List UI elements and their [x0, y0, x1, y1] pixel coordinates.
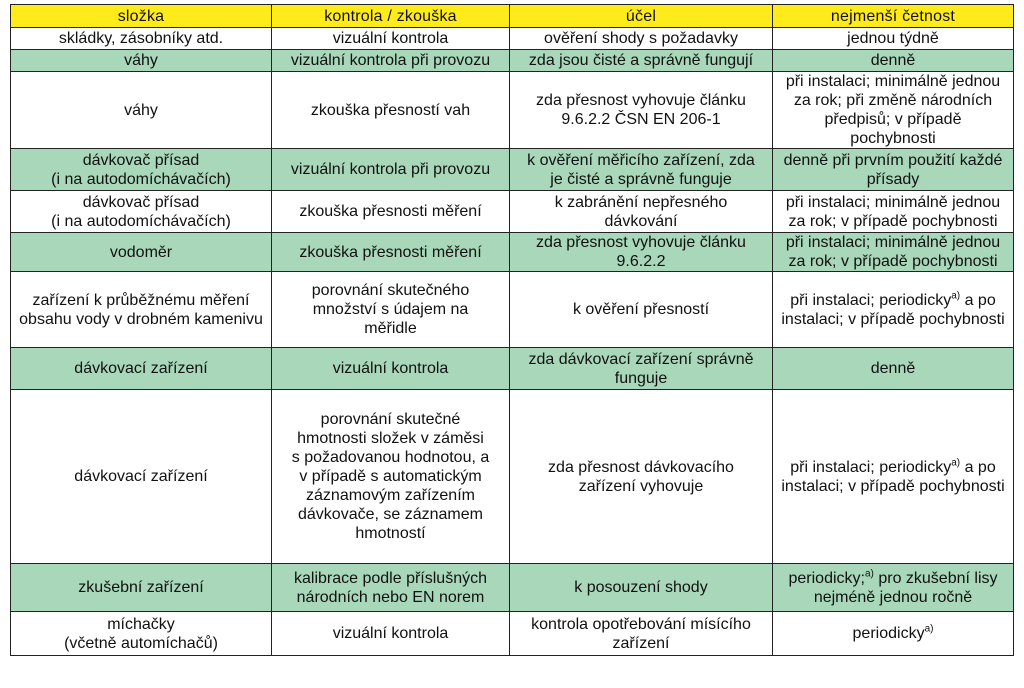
cell-line: zkušební zařízení: [78, 579, 204, 596]
cell-line: národních nebo EN norem: [296, 588, 485, 606]
cell-line: vizuální kontrola při provozu: [290, 52, 491, 69]
check-test-cell: [272, 72, 510, 149]
cell-line: při instalaci; minimálně jednou: [785, 234, 1001, 251]
header-component: složka: [11, 5, 272, 28]
cell-line: záznamovým zařízením: [306, 487, 475, 504]
check-test-cell: [272, 348, 510, 390]
cell-line: nejméně jednou ročně: [813, 588, 973, 606]
frequency-cell: [773, 272, 1014, 348]
cell-line: přísady: [866, 170, 920, 188]
cell-line: dávkovač přísad: [82, 151, 200, 169]
purpose-cell: [510, 149, 773, 191]
cell-line: s požadovanou hodnotou, a: [291, 449, 490, 466]
cell-line: váhy: [124, 52, 158, 69]
component-cell: [11, 564, 272, 612]
purpose-cell: [510, 612, 773, 656]
cell-line: zařízení vyhovuje: [578, 477, 704, 495]
table-row: [11, 612, 1014, 656]
header-row: [11, 5, 1014, 28]
cell-line: váhy: [124, 101, 158, 119]
cell-line: zda dávkovací zařízení správně: [528, 350, 754, 368]
cell-line: zkouška přesnosti měření: [299, 203, 482, 220]
component-cell: [11, 348, 272, 390]
cell-line: při instalaci; periodicky$^{a)}$ a po: [790, 457, 996, 476]
cell-line: za rok; v případě pochybnosti: [788, 253, 998, 270]
cell-line: skládky, zásobníky atd.: [58, 30, 224, 47]
cell-line: porovnání skutečné: [320, 411, 461, 428]
cell-line: předpisů; v případě pochybnosti: [824, 111, 962, 147]
cell-line: k ověření přesností: [572, 301, 710, 318]
component-cell: [11, 149, 272, 191]
cell-line: zda jsou čisté a správně fungují: [528, 52, 754, 69]
cell-line: (i na autodomíchávačích): [51, 212, 231, 230]
frequency-cell: [773, 191, 1014, 233]
table-body: [11, 28, 1014, 656]
frequency-cell: [773, 28, 1014, 50]
footnote-marker: a): [951, 290, 961, 302]
check-test-cell: [272, 233, 510, 272]
purpose-cell: [510, 233, 773, 272]
cell-line: dávkování: [604, 212, 678, 230]
cell-line: 9.6.2.2 ČSN EN 206-1: [561, 111, 721, 128]
check-test-cell: [272, 50, 510, 72]
frequency-cell: [773, 50, 1014, 72]
cell-line: dávkovací zařízení: [74, 360, 208, 377]
cell-line: (včetně automíchačů): [64, 634, 218, 652]
cell-line: porovnání skutečného: [311, 282, 470, 299]
cell-line: při instalaci; minimálně jednou: [785, 193, 1001, 211]
frequency-cell: [773, 564, 1014, 612]
cell-line: obsahu vody v drobném kamenivu: [19, 310, 263, 328]
frequency-cell: [773, 348, 1014, 390]
purpose-cell: [510, 348, 773, 390]
check-test-cell: [272, 191, 510, 233]
cell-line: je čisté a správně funguje: [550, 170, 732, 188]
cell-line: denně: [870, 360, 916, 377]
cell-line: dávkovač přísad: [82, 193, 200, 211]
component-cell: [11, 50, 272, 72]
cell-line: zda přesnost dávkovacího: [548, 458, 734, 476]
cell-line: hmotností: [355, 525, 426, 542]
cell-line: míchačky: [107, 615, 175, 633]
table-row: [11, 233, 1014, 272]
cell-line: k zabránění nepřesného: [554, 193, 728, 211]
cell-line: dávkovače, se záznamem: [298, 506, 483, 523]
cell-line: periodicky;$^{a)}$ pro zkušební lisy: [788, 568, 998, 587]
table-row: [11, 348, 1014, 390]
cell-line: za rok; při změně národních: [793, 92, 993, 109]
header-check-test: kontrola / zkouška: [272, 5, 510, 28]
cell-line: při instalaci; minimálně jednou: [785, 73, 1001, 90]
inspection-table: [10, 4, 1014, 656]
cell-line: funguje: [614, 369, 668, 387]
table-row: [11, 272, 1014, 348]
purpose-cell: [510, 72, 773, 149]
component-cell: [11, 272, 272, 348]
cell-line: vizuální kontrola: [332, 30, 449, 47]
cell-line: za rok; v případě pochybnosti: [788, 212, 998, 230]
cell-line: při instalaci; periodicky$^{a)}$ a po: [790, 290, 996, 309]
purpose-cell: [510, 272, 773, 348]
check-test-cell: [272, 390, 510, 564]
table-row: [11, 564, 1014, 612]
cell-line: 9.6.2.2: [616, 253, 666, 270]
cell-line: jednou týdně: [847, 30, 939, 47]
cell-line: vizuální kontrola při provozu: [290, 161, 491, 178]
table-row: [11, 191, 1014, 233]
footnote-marker: a): [864, 568, 874, 580]
check-test-cell: [272, 28, 510, 50]
frequency-cell: [773, 149, 1014, 191]
component-cell: [11, 233, 272, 272]
cell-line: zda přesnost vyhovuje článku: [536, 234, 746, 251]
check-test-cell: [272, 272, 510, 348]
cell-line: ověření shody s požadavky: [544, 30, 738, 47]
cell-line: instalaci; v případě pochybnosti: [781, 310, 1005, 328]
cell-line: denně: [870, 52, 916, 69]
cell-line: zkouška přesností vah: [310, 101, 471, 119]
cell-line: dávkovací zařízení: [74, 468, 208, 485]
purpose-cell: [510, 28, 773, 50]
component-cell: [11, 72, 272, 149]
cell-line: množství s údajem na: [312, 301, 469, 318]
table-row: [11, 50, 1014, 72]
purpose-cell: [510, 191, 773, 233]
cell-line: kalibrace podle příslušných: [294, 569, 487, 587]
cell-line: (i na autodomíchávačích): [51, 170, 231, 188]
purpose-cell: [510, 564, 773, 612]
check-test-cell: [272, 612, 510, 656]
frequency-cell: [773, 72, 1014, 149]
component-cell: [11, 191, 272, 233]
purpose-cell: [510, 390, 773, 564]
cell-line: k ověření měřicího zařízení, zda: [527, 151, 755, 169]
cell-line: k posouzení shody: [574, 579, 708, 596]
table-row: [11, 390, 1014, 564]
cell-line: zařízení: [612, 634, 670, 652]
cell-line: zda přesnost vyhovuje článku: [536, 92, 746, 109]
check-test-cell: [272, 149, 510, 191]
cell-line: měřidle: [364, 320, 417, 337]
header-minimum-frequency: nejmenší četnost: [773, 5, 1014, 28]
cell-line: periodicky$^{a)}$: [852, 623, 934, 642]
component-cell: [11, 28, 272, 50]
cell-line: vizuální kontrola: [332, 625, 449, 642]
component-cell: [11, 612, 272, 656]
cell-line: v případě s automatickým: [299, 468, 482, 485]
table-row: [11, 72, 1014, 149]
cell-line: vodoměr: [109, 243, 173, 261]
footnote-marker: a): [924, 623, 934, 635]
cell-line: zkouška přesnosti měření: [299, 243, 482, 261]
cell-line: hmotnosti složek v záměsi: [297, 430, 484, 447]
table-row: [11, 28, 1014, 50]
table-row: [11, 149, 1014, 191]
cell-line: instalaci; v případě pochybnosti: [781, 477, 1005, 495]
footnote-marker: a): [951, 457, 961, 469]
check-test-cell: [272, 564, 510, 612]
component-cell: [11, 390, 272, 564]
purpose-cell: [510, 50, 773, 72]
frequency-cell: [773, 233, 1014, 272]
header-purpose: účel: [510, 5, 773, 28]
cell-line: kontrola opotřebování mísícího: [531, 615, 751, 633]
cell-line: zařízení k průběžnému měření: [32, 291, 250, 309]
cell-line: denně při prvním použití každé: [783, 151, 1003, 169]
frequency-cell: [773, 612, 1014, 656]
cell-line: vizuální kontrola: [332, 360, 449, 377]
frequency-cell: [773, 390, 1014, 564]
